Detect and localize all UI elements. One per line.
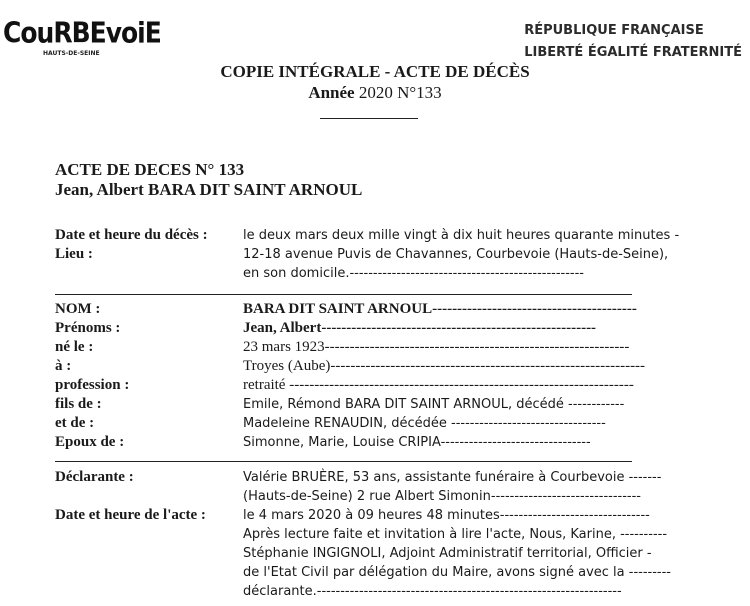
field-row-date-acte — [55, 506, 745, 525]
field-label: et de : — [55, 415, 95, 431]
acte-number: ACTE DE DECES N° 133 — [55, 160, 245, 179]
field-label: Prénoms : — [55, 320, 121, 336]
year-value: 2020 N°133 — [358, 83, 442, 102]
field-label: à : — [55, 358, 72, 374]
document-year — [0, 83, 750, 103]
field-value: BARA DIT SAINT ARNOUL----------------------------------------- — [243, 301, 637, 317]
field-label: NOM : — [55, 301, 101, 317]
field-value: le 4 mars 2020 à 09 heures 48 minutes-------------------------------- — [243, 508, 650, 523]
acte-name: Jean, Albert BARA DIT SAINT ARNOUL — [55, 180, 363, 199]
field-value: en son domicile.-------------------------------------------------- — [243, 266, 584, 281]
field-value: Emile, Rémond BARA DIT SAINT ARNOUL, décédé ------------ — [243, 397, 625, 412]
field-row-prenoms — [55, 319, 745, 338]
year-label: Année — [308, 83, 355, 102]
field-label: Lieu : — [55, 246, 93, 262]
field-row-nom — [55, 300, 745, 319]
document-title: COPIE INTÉGRALE - ACTE DE DÉCÈS — [220, 62, 530, 81]
field-row-lecture — [55, 525, 745, 544]
field-row-lieu — [55, 245, 745, 264]
field-value: Madeleine RENAUDIN, décédée --------------------------------- — [243, 416, 606, 431]
republic-line-2: LIBERTÉ ÉGALITÉ FRATERNITÉ — [524, 45, 742, 60]
field-value: Après lecture faite et invitation à lire l'acte, Nous, Karine, ---------- — [243, 527, 668, 542]
field-value: retraité --------------------------------------------------------------------- — [243, 377, 634, 393]
field-value: Valérie BRUÈRE, 53 ans, assistante funéraire à Courbevoie ------- — [243, 470, 662, 485]
field-value: Stéphanie INGIGNOLI, Adjoint Administratif territorial, Officier - — [243, 546, 652, 561]
field-row-officier — [55, 544, 745, 563]
courbevoie-logo — [3, 15, 161, 67]
republic-header — [524, 20, 742, 64]
title-underline — [320, 118, 418, 119]
field-label: Date et heure du décès : — [55, 227, 208, 243]
field-label: Date et heure de l'acte : — [55, 507, 206, 523]
field-row-et-de — [55, 414, 745, 433]
field-value: Troyes (Aube)--------------------------------------------------------------- — [243, 358, 646, 374]
field-row-date-deces — [55, 226, 745, 245]
field-row-ne-le — [55, 338, 745, 357]
field-row-lieu-suite — [55, 264, 745, 283]
field-row-declarante-suite — [55, 487, 745, 506]
acte-heading — [55, 160, 362, 200]
field-label: fils de : — [55, 396, 102, 412]
field-row-declarante-fin — [55, 582, 745, 601]
field-label: Déclarante : — [55, 469, 134, 485]
republic-line-1: RÉPUBLIQUE FRANÇAISE — [524, 23, 704, 38]
field-value: le deux mars deux mille vingt à dix huit heures quarante minutes - — [243, 228, 680, 243]
field-label: Epoux de : — [55, 434, 125, 450]
field-row-delegation — [55, 563, 745, 582]
field-value: 23 mars 1923------------------------------------------------------------- — [243, 339, 630, 355]
field-row-fils-de — [55, 395, 745, 414]
section-divider — [55, 461, 632, 462]
field-value: (Hauts-de-Seine) 2 rue Albert Simonin-------------------------------- — [243, 489, 641, 504]
field-label: né le : — [55, 339, 94, 355]
section-divider — [55, 294, 632, 295]
field-row-declarante — [55, 468, 745, 487]
field-row-profession — [55, 376, 745, 395]
logo-subtitle: HAUTS-DE-SEINE — [43, 50, 100, 57]
field-row-lieu-naissance — [55, 357, 745, 376]
field-label: profession : — [55, 377, 130, 393]
field-value: déclarante.----------------------------------------------------------------- — [243, 584, 622, 599]
logo-wordmark: CouRBEvoiE — [3, 15, 161, 50]
field-value: de l'Etat Civil par délégation du Maire, avons signé avec la --------- — [243, 565, 671, 580]
field-value: 12-18 avenue Puvis de Chavannes, Courbevoie (Hauts-de-Seine), — [243, 247, 669, 262]
field-value: Simonne, Marie, Louise CRIPIA-------------------------------- — [243, 435, 591, 450]
field-value: Jean, Albert------------------------------------------------------- — [243, 320, 597, 336]
field-row-epoux-de — [55, 433, 745, 452]
